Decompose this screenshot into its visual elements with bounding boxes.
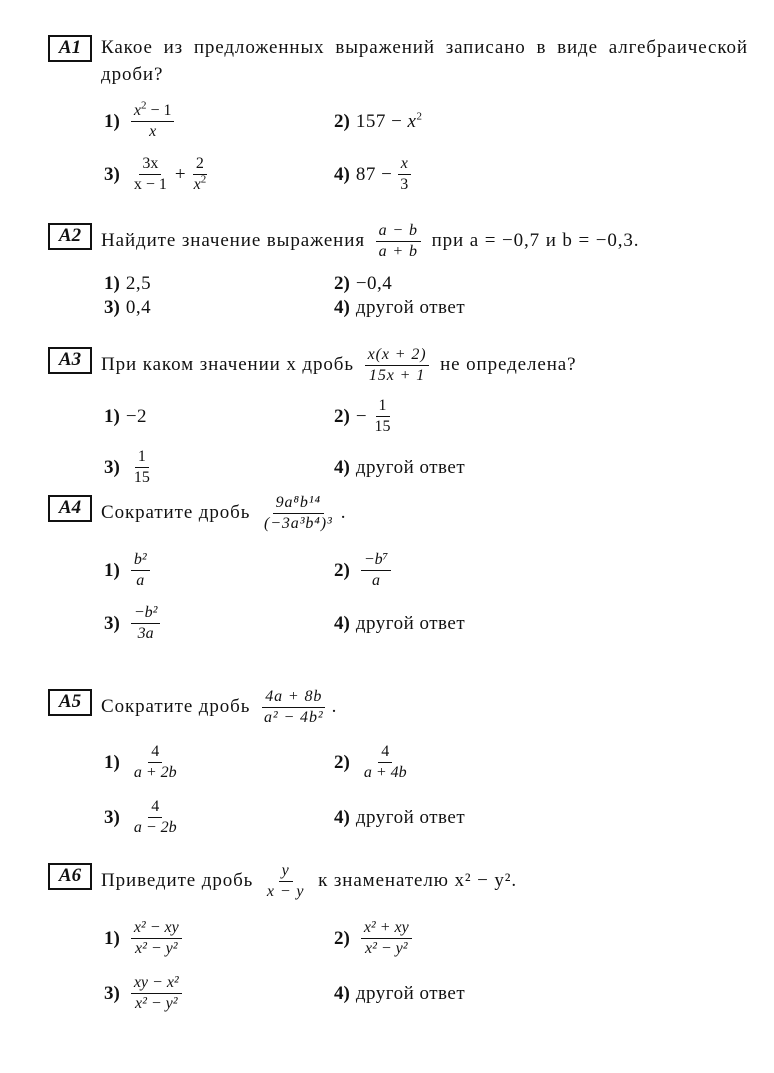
- option-4: 4) другой ответ: [334, 297, 466, 318]
- question-text: Приведите дробь $\frac{y}{x - y}$ к знаменателю x² − y².: [101, 862, 518, 900]
- option-3: 3) $\frac{\text{−b²}}{3a}$: [104, 604, 334, 643]
- option-3: 3) $\frac{4}{a - 2b}$: [104, 798, 334, 837]
- question-text: Найдите значение выражения $\frac{a - b}{a + b}$ при a = −0,7 и b = −0,3.: [101, 222, 640, 260]
- fraction: $\frac{1}{15}$: [133, 448, 150, 486]
- option-1: 1) $\frac{\text{b²}}{a}$: [104, 551, 334, 590]
- fraction: $\frac{4}{a - 2b}$: [133, 798, 177, 836]
- fraction: $\frac{\text{x² − xy}}{\text{x² − y²}}$: [131, 919, 182, 958]
- fraction: $\frac{1}{15}$: [374, 397, 391, 435]
- fraction: $\frac{3x}{x - 1}$: [133, 155, 167, 193]
- fraction: $\frac{\text{9a⁸b¹⁴}}{\text{(−3a³b⁴)³}}$: [263, 494, 333, 532]
- question-text: Сократите дробь $\frac{\text{9a⁸b¹⁴}}{\text{(−3a³b⁴)³}}$ .: [101, 494, 347, 532]
- fraction: $\frac{4}{a + 2b}$: [133, 743, 177, 781]
- fraction: $\frac{4}{a + 4b}$: [363, 743, 407, 781]
- question-label: A6: [48, 863, 92, 890]
- fraction: $\frac{\text{−b⁷}}{a}$: [361, 551, 391, 590]
- fraction: $\frac{\text{−b²}}{3a}$: [131, 604, 161, 643]
- option-1: 1) $\frac{x^2 - 1}{x}$: [104, 102, 334, 141]
- question-text: При каком значении x дробь $\frac{x(x + 2)}{15x + 1}$ не определена?: [101, 346, 577, 384]
- option-2: 2) $\frac{\text{−b⁷}}{a}$: [334, 551, 634, 590]
- option-2: 2) $\frac{4}{a + 4b}$: [334, 743, 634, 782]
- option-4: 4) другой ответ: [334, 982, 466, 1004]
- question-label: A1: [48, 35, 92, 62]
- option-3: 3) 0,4: [104, 297, 152, 318]
- fraction: $\frac{\text{xy − x²}}{\text{x² − y²}}$: [131, 974, 182, 1013]
- option-4: 4) другой ответ: [334, 456, 466, 478]
- fraction: $\frac{\text{b²}}{a}$: [131, 551, 150, 590]
- option-2: 2) $\frac{\text{x² + xy}}{\text{x² − y²}}$: [334, 919, 634, 958]
- option-4: 4) другой ответ: [334, 612, 466, 634]
- fraction: $\frac{x(x + 2)}{15x + 1}$: [365, 346, 430, 385]
- question-label: A4: [48, 495, 92, 522]
- fraction: $\frac{y}{x - y}$: [266, 862, 305, 900]
- option-2: 2) $157 - x^2$: [334, 110, 423, 132]
- option-1: 1) $\frac{4}{a + 2b}$: [104, 743, 334, 782]
- fraction: $\frac{4a + 8b}{\text{a² − 4b²}}$: [263, 688, 324, 726]
- question-a1: [48, 34, 748, 194]
- option-2: 2) − $\frac{1}{15}$: [334, 397, 634, 436]
- fraction: $\frac{x^2 - 1}{x}$: [131, 102, 175, 141]
- question-a4: [48, 494, 748, 643]
- question-a3: [48, 346, 748, 487]
- option-4: 4) 87 − $\frac{x}{3}$: [334, 155, 634, 194]
- option-1: 1) 2,5: [104, 273, 152, 294]
- option-3: 3) $\frac{3x}{x - 1}$ + $\frac{2}{x^2}$: [104, 155, 334, 194]
- option-3: 3) $\frac{1}{15}$: [104, 448, 334, 487]
- question-text: Какое из предложенных выражений записано в виде алгебраической дроби?: [101, 37, 748, 85]
- fraction: $\frac{\text{x² + xy}}{\text{x² − y²}}$: [361, 919, 412, 958]
- question-a5: [48, 688, 748, 837]
- question-label: A3: [48, 347, 92, 374]
- option-2: 2) −0,4: [334, 273, 393, 294]
- fraction: $\frac{2}{x^2}$: [193, 155, 207, 193]
- fraction: $\frac{x}{3}$: [397, 155, 411, 194]
- question-a2: [48, 222, 748, 319]
- option-1: 1) $\frac{\text{x² − xy}}{\text{x² − y²}}$: [104, 919, 334, 958]
- question-text: Сократите дробь $\frac{4a + 8b}{\text{a² − 4b²}}$ .: [101, 688, 338, 726]
- question-label: A5: [48, 689, 92, 716]
- fraction: $\frac{a - b}{a + b}$: [376, 222, 421, 261]
- option-1: 1) −2: [104, 405, 148, 427]
- question-a6: [48, 862, 748, 1013]
- option-3: 3) $\frac{\text{xy − x²}}{\text{x² − y²}}$: [104, 974, 334, 1013]
- question-label: A2: [48, 223, 92, 250]
- option-4: 4) другой ответ: [334, 806, 466, 828]
